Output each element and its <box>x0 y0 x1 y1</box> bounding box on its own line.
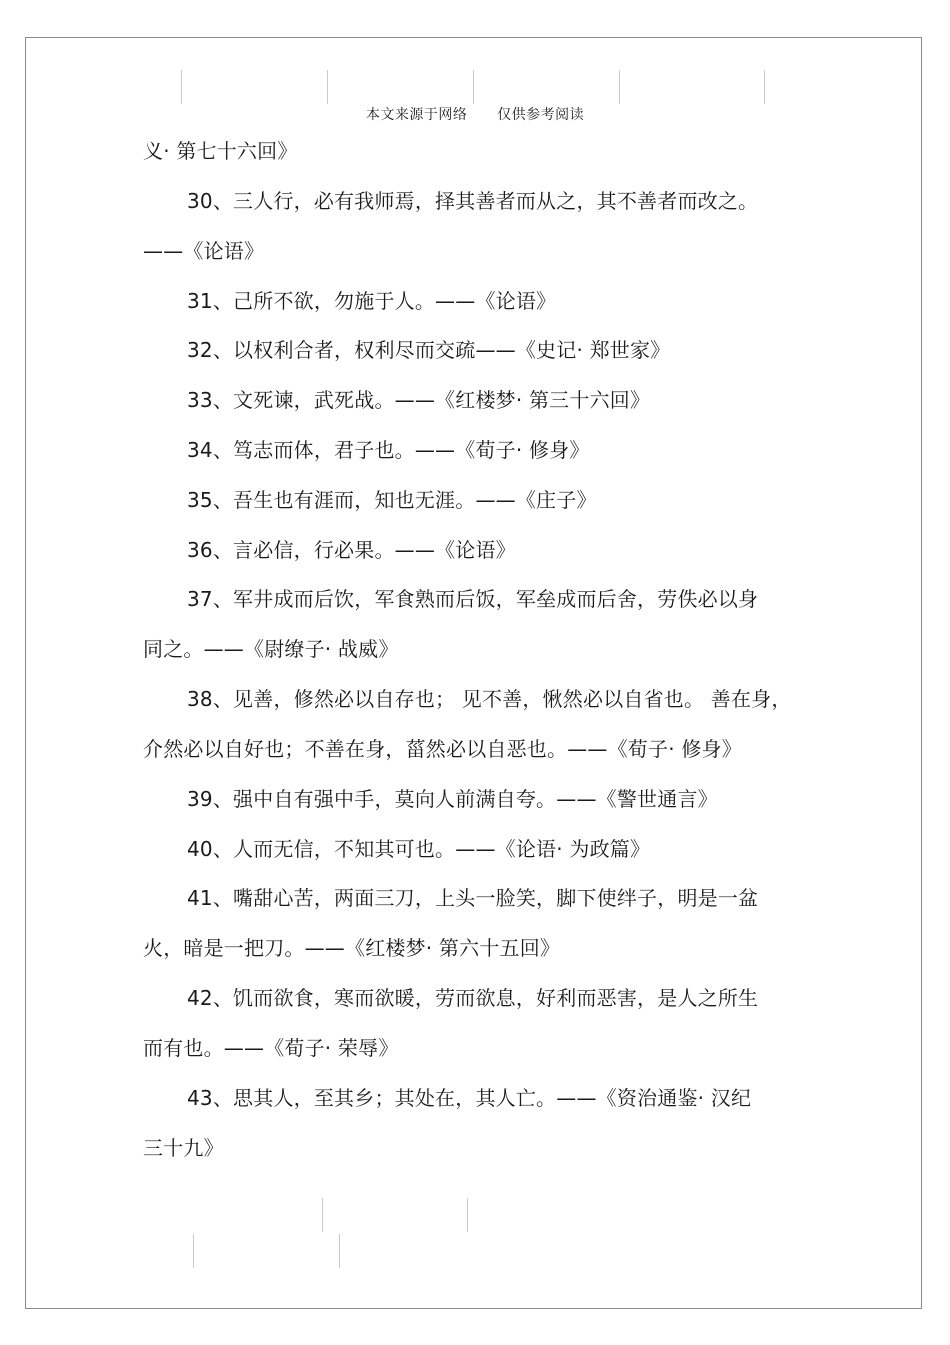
text-line: 40、人而无信，不知其可也。——《论语· 为政篇》 <box>187 837 651 861</box>
bottom-rule-2 <box>467 1198 468 1232</box>
text-line: 火，暗是一把刀。——《红楼梦· 第六十五回》 <box>143 936 561 960</box>
text-line: 32、以权利合者，权利尽而交疏——《史记· 郑世家》 <box>187 338 671 362</box>
text-line: 39、强中自有强中手，莫向人前满自夸。——《警世通言》 <box>187 787 718 811</box>
top-rule-5 <box>764 70 765 104</box>
text-line: 42、饥而欲食，寒而欲暖，劳而欲息，好利而恶害，是人之所生 <box>187 986 759 1010</box>
text-line: ——《论语》 <box>143 239 265 263</box>
text-line: 34、笃志而体，君子也。——《荀子· 修身》 <box>187 438 590 462</box>
source-disclaimer: 本文来源于网络 仅供参考阅读 <box>365 107 585 123</box>
page-border <box>25 37 922 1309</box>
top-rule-2 <box>327 70 328 104</box>
text-line: 31、己所不欲，勿施于人。——《论语》 <box>187 289 557 313</box>
text-line: 而有也。——《荀子· 荣辱》 <box>143 1036 399 1060</box>
text-line: 43、思其人，至其乡；其处在，其人亡。——《资治通鉴· 汉纪 <box>187 1086 752 1110</box>
text-line: 同之。——《尉缭子· 战威》 <box>143 637 399 661</box>
text-line: 30、三人行，必有我师焉，择其善者而从之，其不善者而改之。 <box>187 189 759 213</box>
bottom-rule-4 <box>339 1234 340 1268</box>
top-rule-1 <box>181 70 182 104</box>
text-line: 介然必以自好也；不善在身，菑然必以自恶也。——《荀子· 修身》 <box>143 737 742 761</box>
text-line: 41、嘴甜心苦，两面三刀，上头一脸笑，脚下使绊子，明是一盆 <box>187 886 759 910</box>
top-rule-4 <box>619 70 620 104</box>
text-line: 37、军井成而后饮，军食熟而后饭，军垒成而后舍，劳佚必以身 <box>187 587 759 611</box>
top-rule-3 <box>473 70 474 104</box>
bottom-rule-1 <box>322 1198 323 1232</box>
text-line: 36、言必信，行必果。——《论语》 <box>187 538 516 562</box>
bottom-rule-3 <box>193 1234 194 1268</box>
text-line: 三十九》 <box>143 1136 224 1160</box>
text-line: 33、文死谏，武死战。——《红楼梦· 第三十六回》 <box>187 388 651 412</box>
text-line: 义· 第七十六回》 <box>143 139 298 163</box>
text-line: 38、见善，修然必以自存也； 见不善，愀然必以自省也。 善在身， <box>187 687 792 711</box>
text-line: 35、吾生也有涯而，知也无涯。——《庄子》 <box>187 488 597 512</box>
